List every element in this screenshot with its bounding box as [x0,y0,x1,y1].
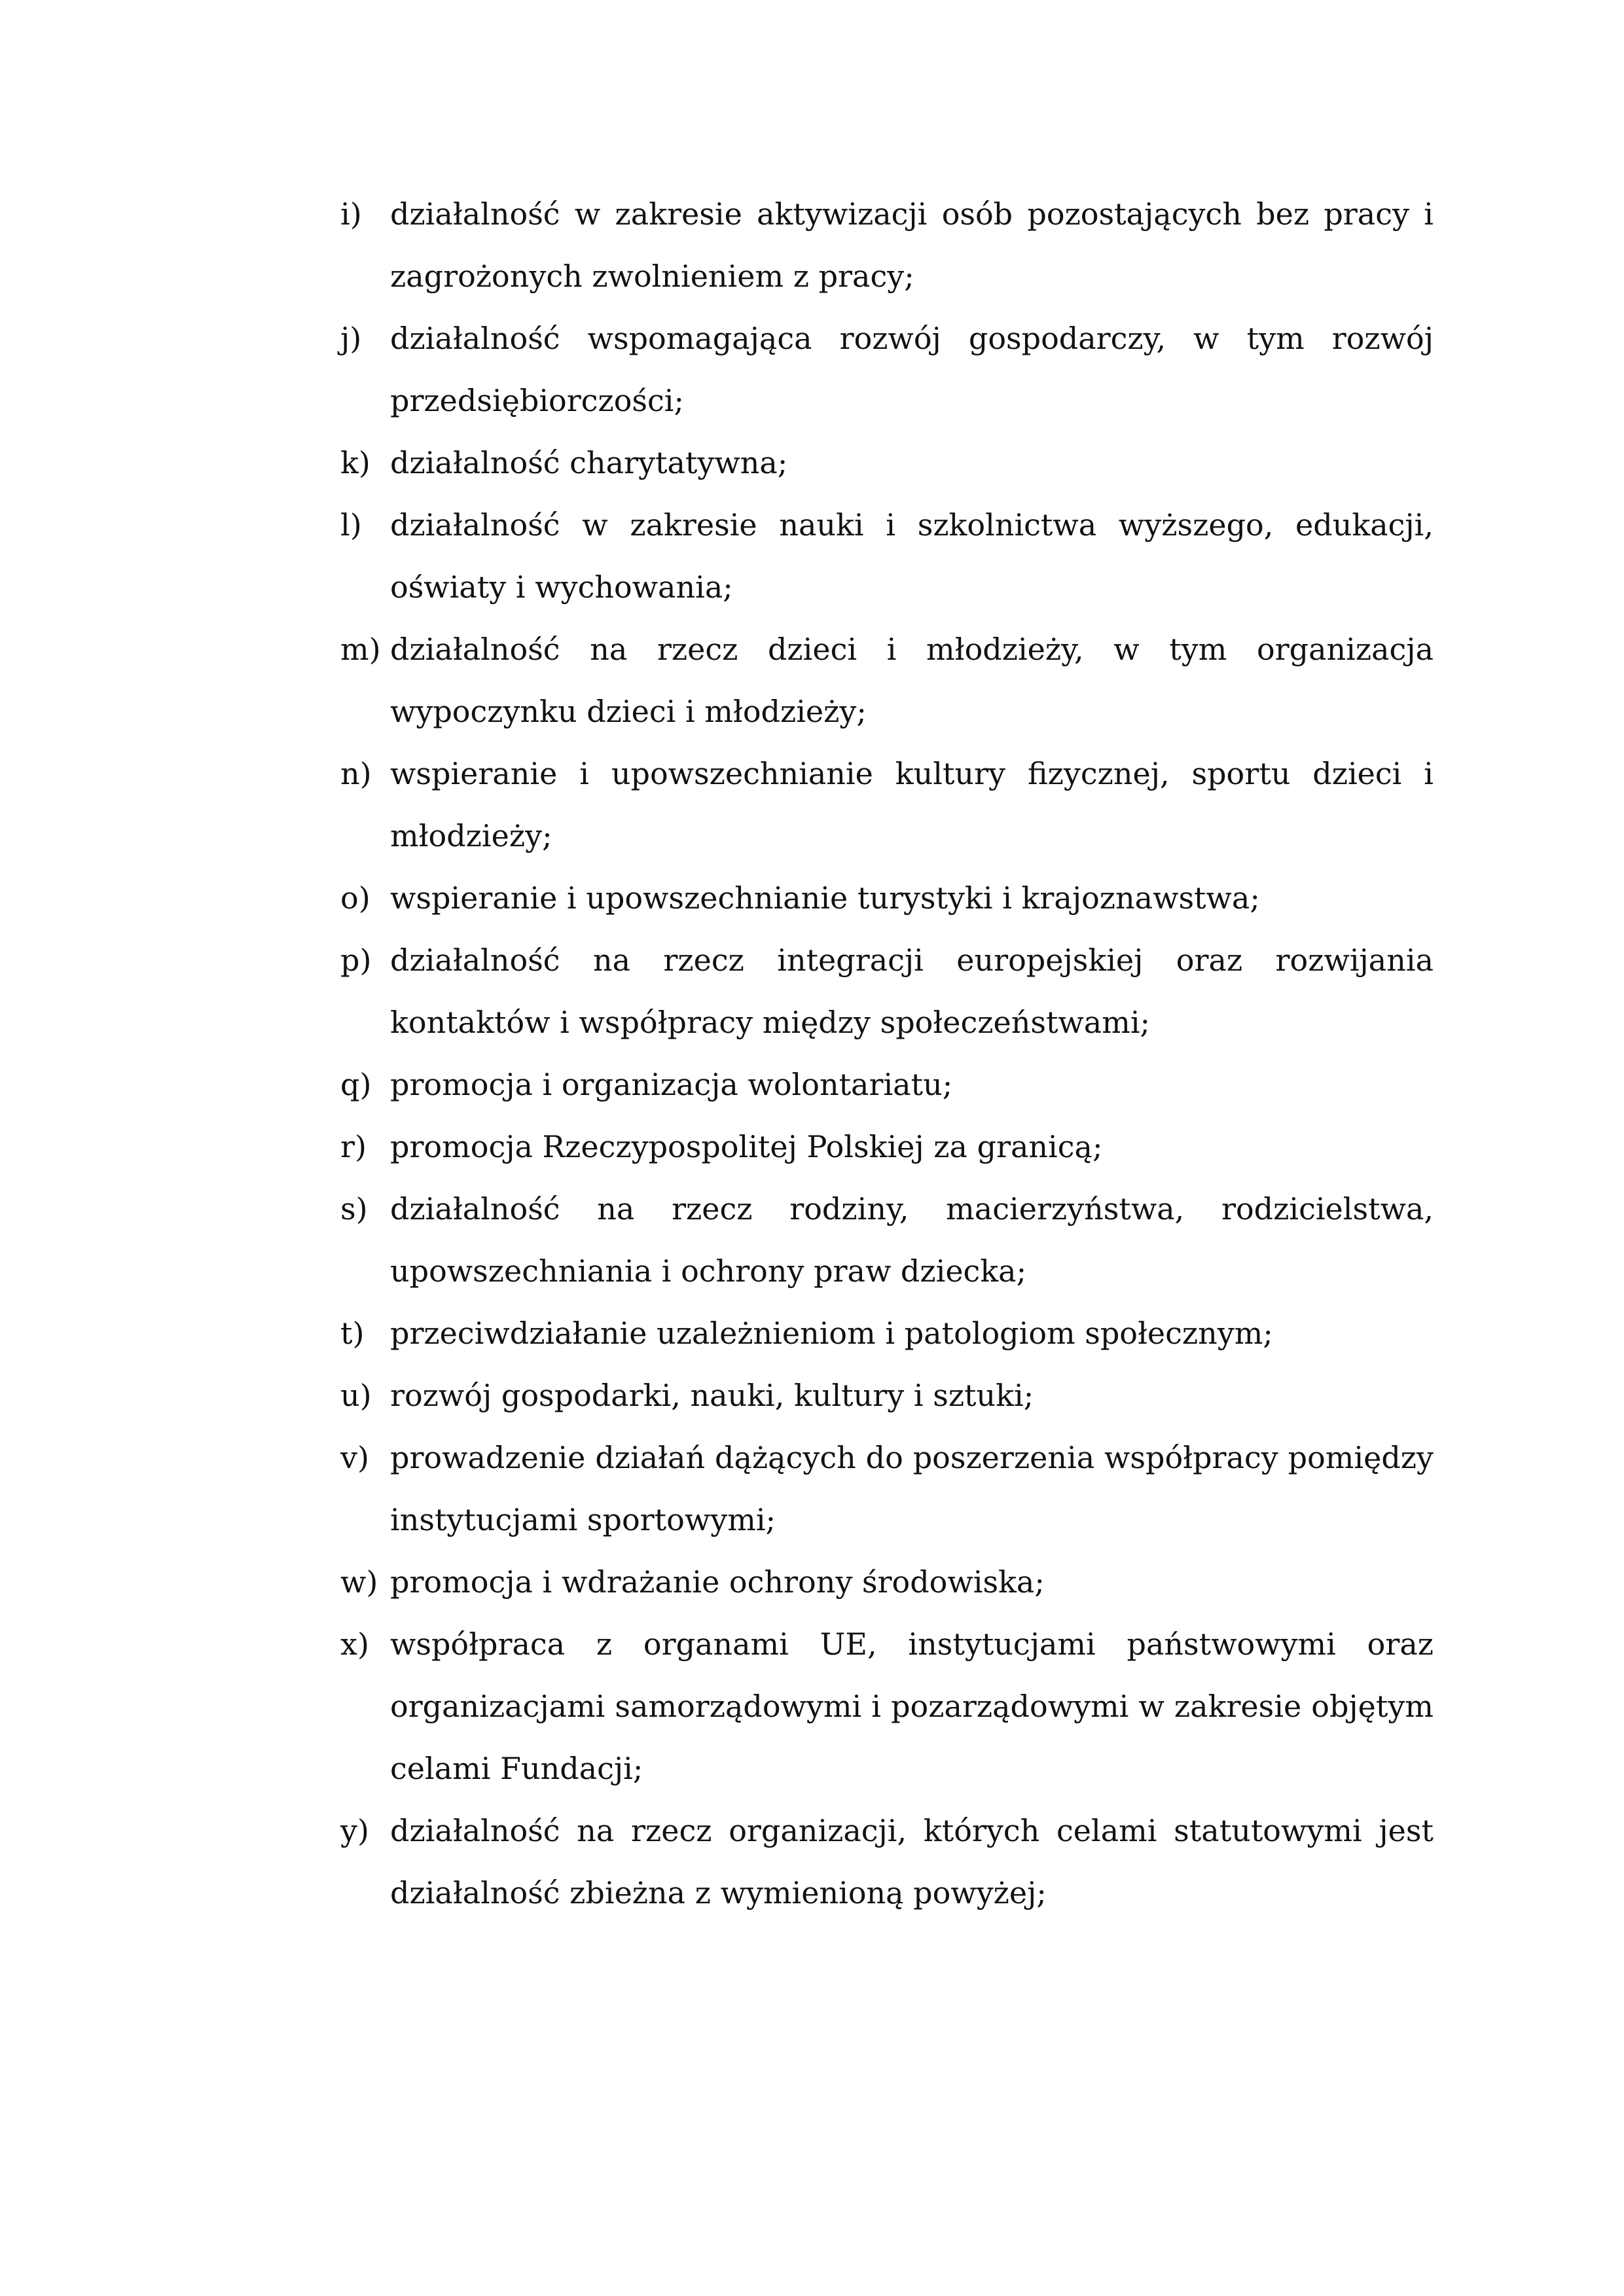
list-item [340,929,1434,1054]
list-item-text: współpraca z organami UE, instytucjami państwowymi oraz organizacjami samorządowymi i pozarządowymi w zakresie objętym celami Fundacji; [390,1626,1434,1786]
list-item [340,183,1434,308]
list-item-marker: i) [340,196,362,232]
list-item-text: rozwój gospodarki, nauki, kultury i sztuki; [390,1378,1034,1413]
statute-activity-list [340,183,1434,1924]
list-item [340,1054,1434,1116]
list-item-marker: x) [340,1626,369,1662]
list-item-text: działalność na rzecz integracji europejskiej oraz rozwijania kontaktów i współpracy między społeczeństwami; [390,942,1434,1040]
list-item-text: wspieranie i upowszechnianie turystyki i krajoznawstwa; [390,880,1260,916]
list-item-marker: r) [340,1129,367,1164]
list-item-marker: y) [340,1813,369,1848]
list-item [340,308,1434,432]
list-item-text: działalność na rzecz rodziny, macierzyństwa, rodzicielstwa, upowszechniania i ochrony praw dziecka; [390,1191,1434,1289]
list-item-text: promocja Rzeczypospolitej Polskiej za granicą; [390,1129,1103,1164]
list-item [340,1116,1434,1178]
list-item-marker: n) [340,756,372,791]
list-item-marker: p) [340,942,372,978]
list-item-marker: q) [340,1067,372,1102]
list-item-text: wspieranie i upowszechnianie kultury fizycznej, sportu dzieci i młodzieży; [390,756,1434,853]
list-item [340,867,1434,929]
list-item-marker: m) [340,632,381,667]
list-item-marker: j) [340,321,362,356]
list-item [340,743,1434,867]
list-item-marker: t) [340,1316,365,1351]
list-item [340,432,1434,494]
list-item [340,494,1434,619]
list-item-marker: v) [340,1440,369,1475]
list-item-text: działalność wspomagająca rozwój gospodarczy, w tym rozwój przedsiębiorczości; [390,321,1434,418]
list-item-marker: o) [340,880,370,916]
list-item [340,1613,1434,1800]
list-item-marker: u) [340,1378,372,1413]
list-item-text: prowadzenie działań dążących do poszerzenia współpracy pomiędzy instytucjami sportowymi; [390,1440,1434,1537]
list-item [340,1551,1434,1613]
list-item [340,619,1434,743]
list-item-text: promocja i organizacja wolontariatu; [390,1067,953,1102]
list-item-text: działalność charytatywna; [390,445,788,480]
list-item-marker: w) [340,1564,378,1600]
list-item-text: promocja i wdrażanie ochrony środowiska; [390,1564,1045,1600]
list-item-text: przeciwdziałanie uzależnieniom i patologiom społecznym; [390,1316,1273,1351]
list-item [340,1178,1434,1302]
list-item-text: działalność w zakresie nauki i szkolnictwa wyższego, edukacji, oświaty i wychowania; [390,507,1434,605]
list-item [340,1365,1434,1427]
list-item-text: działalność na rzecz organizacji, których celami statutowymi jest działalność zbieżna z wymienioną powyżej; [390,1813,1434,1910]
list-item-text: działalność na rzecz dzieci i młodzieży, w tym organizacja wypoczynku dzieci i młodzieży; [390,632,1434,729]
list-item-text: działalność w zakresie aktywizacji osób pozostających bez pracy i zagrożonych zwolnieniem z pracy; [390,196,1434,294]
list-item-marker: s) [340,1191,368,1227]
list-item [340,1427,1434,1551]
list-item [340,1800,1434,1924]
list-item [340,1302,1434,1365]
list-item-marker: k) [340,445,370,480]
list-item-marker: l) [340,507,362,543]
